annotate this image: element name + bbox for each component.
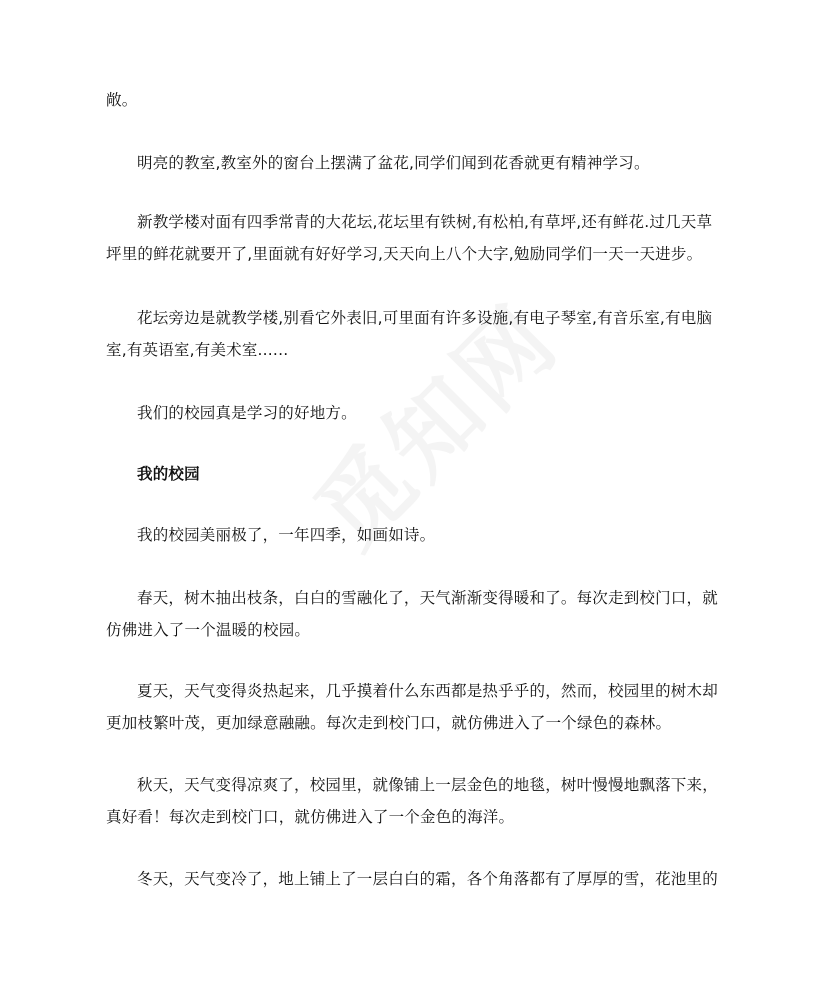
paragraph-flower-bed — [106, 206, 734, 270]
paragraph-spring — [106, 582, 734, 646]
paragraph-line: 更加枝繁叶茂，更加绿意融融。每次走到校门口，就仿佛进入了一个绿色的森林。 — [106, 714, 672, 732]
paragraph-line: 新教学楼对面有四季常青的大花坛,花坛里有铁树,有松柏,有草坪,还有鲜花.过几天草 — [137, 213, 713, 231]
paragraph-line: 仿佛进入了一个温暖的校园。 — [106, 621, 311, 639]
paragraph-line: 花坛旁边是就教学楼,别看它外表旧,可里面有许多设施,有电子琴室,有音乐室,有电脑 — [137, 309, 713, 327]
paragraph-autumn — [106, 769, 734, 833]
paragraph-line: 敞。 — [106, 91, 138, 109]
paragraph-line: 我们的校园真是学习的好地方。 — [137, 404, 357, 422]
paragraph-line: 明亮的教室,教室外的窗台上摆满了盆花,同学们闻到花香就更有精神学习。 — [137, 154, 650, 172]
paragraph-line: 我的校园美丽极了，一年四季，如画如诗。 — [137, 526, 436, 544]
paragraph-line: 秋天，天气变得凉爽了，校园里，就像铺上一层金色的地毯，树叶慢慢地飘落下来， — [137, 776, 718, 794]
heading-my-campus: 我的校园 — [137, 465, 200, 483]
paragraph-line: 冬天，天气变冷了，地上铺上了一层白白的霜，各个角落都有了厚厚的雪，花池里的 — [137, 870, 718, 888]
paragraph-line: 春天，树木抽出枝条，白白的雪融化了，天气渐渐变得暖和了。每次走到校门口，就 — [137, 589, 718, 607]
paragraph-winter — [106, 863, 734, 895]
paragraph-line: 室,有英语室,有美术室...... — [106, 341, 289, 359]
paragraph-bright-classroom — [106, 147, 734, 179]
paragraph-good-place — [106, 397, 734, 429]
paragraph-teaching-building — [106, 302, 734, 366]
paragraph-intro — [106, 519, 734, 551]
paragraph-summer — [106, 675, 734, 739]
paragraph-line: 夏天，天气变得炎热起来，几乎摸着什么东西都是热乎乎的，然而，校园里的树木却 — [137, 682, 718, 700]
section-heading — [106, 458, 734, 490]
paragraph-line: 真好看！每次走到校门口，就仿佛进入了一个金色的海洋。 — [106, 808, 515, 826]
paragraph-continuation — [106, 84, 734, 116]
paragraph-line: 坪里的鲜花就要开了,里面就有好好学习,天天向上八个大字,勉励同学们一天一天进步。 — [106, 245, 703, 263]
